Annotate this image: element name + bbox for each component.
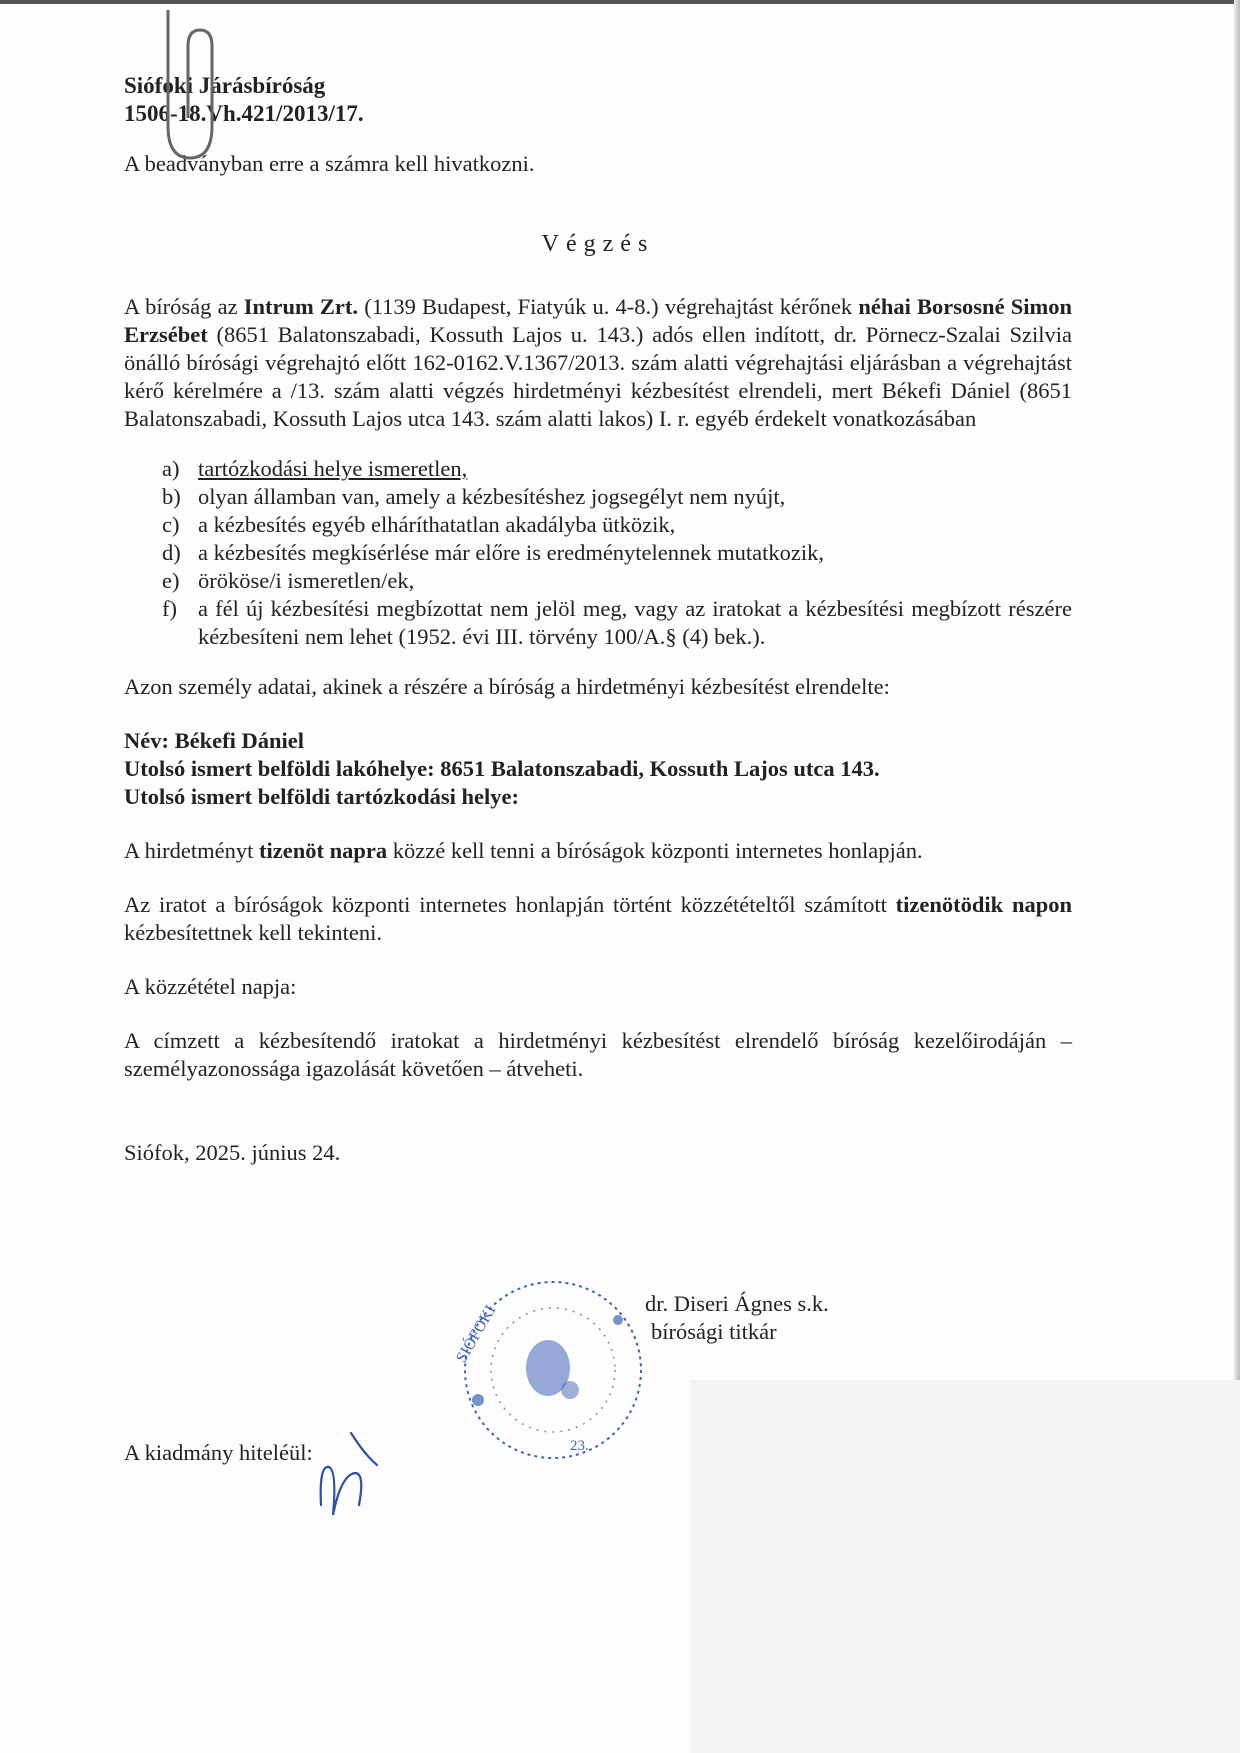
reason-letter: e) (162, 568, 180, 593)
reason-text: örököse/i ismeretlen/ek, (198, 568, 415, 593)
signature-block (645, 1290, 829, 1346)
signer-role: bírósági titkár (651, 1319, 777, 1344)
paperclip-icon (160, 6, 220, 166)
creditor-name: Intrum Zrt. (243, 294, 359, 319)
reason-text: a fél új kézbesítési megbízottat nem jelöl meg, vagy az iratokat a kézbesítési megbízott részére kézbesíteni nem lehet (1952. évi III. törvény 100/A.§ (4) bek.). (198, 596, 1072, 649)
reason-text: tartózkodási helye ismeretlen, (198, 456, 468, 481)
reason-text: a kézbesítés egyéb elháríthatatlan akadályba ütközik, (198, 512, 676, 537)
reason-item (162, 539, 1072, 567)
court-stamp (448, 1270, 658, 1470)
delivery-paragraph (124, 891, 1072, 947)
reason-list (162, 455, 1072, 651)
pickup-paragraph: A címzett a kézbesítendő iratokat a hirdetményi kézbesítést elrendelő bíróság kezelőirodáján – személyazonossága igazolását követően – átveheti. (124, 1028, 1072, 1081)
case-number: 1506-18.Vh.421/2013/17. (124, 101, 364, 126)
publication-date-label: A közzététel napja: (124, 974, 297, 999)
intro-text-1: A bíróság az (124, 294, 244, 319)
court-name: Siófoki Járásbíróság (124, 73, 326, 98)
reason-letter: b) (162, 484, 181, 509)
delivery-text-2: kézbesítettnek kell tekinteni. (124, 920, 383, 945)
scan-shade (690, 1380, 1240, 1753)
document-body (124, 72, 1072, 1167)
person-stay: Utolsó ismert belföldi tartózkodási helye: (124, 784, 519, 809)
stamp-text: SIÓFOKI (453, 1302, 500, 1366)
reason-letter: d) (162, 540, 181, 565)
reason-item (162, 511, 1072, 539)
reason-letter: c) (162, 512, 180, 537)
handwritten-initials (315, 1425, 385, 1525)
person-name: Név: Békefi Dániel (124, 728, 304, 753)
reason-letter: a) (162, 456, 180, 481)
document-title: Végzés (541, 231, 655, 257)
intro-text-2: (1139 Budapest, Fiatyúk u. 4-8.) végrehajtást kérőnek (358, 294, 859, 319)
certification-label: A kiadmány hiteléül: (124, 1440, 313, 1465)
debtor-name: néhai Borsosné Simon Erzsébet (124, 294, 1072, 347)
signer-name: dr. Diseri Ágnes s.k. (645, 1291, 829, 1316)
intro-text-3: (8651 Balatonszabadi, Kossuth Lajos u. 143.) adós ellen indított, dr. Pörnecz-Szalai Szilvia önálló bírósági végrehajtó előtt 162-0162.V.1367/2013. szám alatti végrehajtási eljárásban a végrehajtást kérő kérelmére a /13. szám alatti végzés hirdetményi kézbesítést elrendeli, mert Békefi Dániel (8651 Balatonszabadi, Kossuth Lajos utca 143. szám alatti lakos) I. r. egyéb érdekelt vonatkozásában (124, 322, 1072, 431)
person-intro: Azon személy adatai, akinek a részére a bíróság a hirdetményi kézbesítést elrendelte: (124, 674, 890, 699)
scan-top-edge (0, 0, 1240, 4)
person-residence: Utolsó ismert belföldi lakóhelye: 8651 Balatonszabadi, Kossuth Lajos utca 143. (124, 756, 880, 781)
reason-item (162, 483, 1072, 511)
reason-text: a kézbesítés megkísérlése már előre is eredménytelennek mutatkozik, (198, 540, 825, 565)
delivery-text-1: Az iratot a bíróságok központi internetes honlapján történt közzétételtől számított (124, 892, 896, 917)
reason-item (162, 455, 1072, 483)
reference-note: A beadványban erre a számra kell hivatkozni. (124, 151, 535, 176)
publication-duration: tizenöt napra (258, 838, 388, 863)
person-details (124, 727, 1072, 811)
publication-text-1: A hirdetményt (124, 838, 259, 863)
reason-item (162, 595, 1072, 651)
delivery-day: tizenötödik napon (895, 892, 1072, 917)
stamp-number: 23. (570, 1438, 589, 1454)
intro-paragraph (124, 293, 1072, 433)
reason-item (162, 567, 1072, 595)
publication-paragraph (124, 837, 1072, 865)
reason-text: olyan államban van, amely a kézbesítéshez jogsegélyt nem nyújt, (198, 484, 786, 509)
publication-text-2: közzé kell tenni a bíróságok központi internetes honlapján. (387, 838, 923, 863)
reason-letter: f) (162, 596, 177, 621)
date-line: Siófok, 2025. június 24. (124, 1140, 341, 1165)
